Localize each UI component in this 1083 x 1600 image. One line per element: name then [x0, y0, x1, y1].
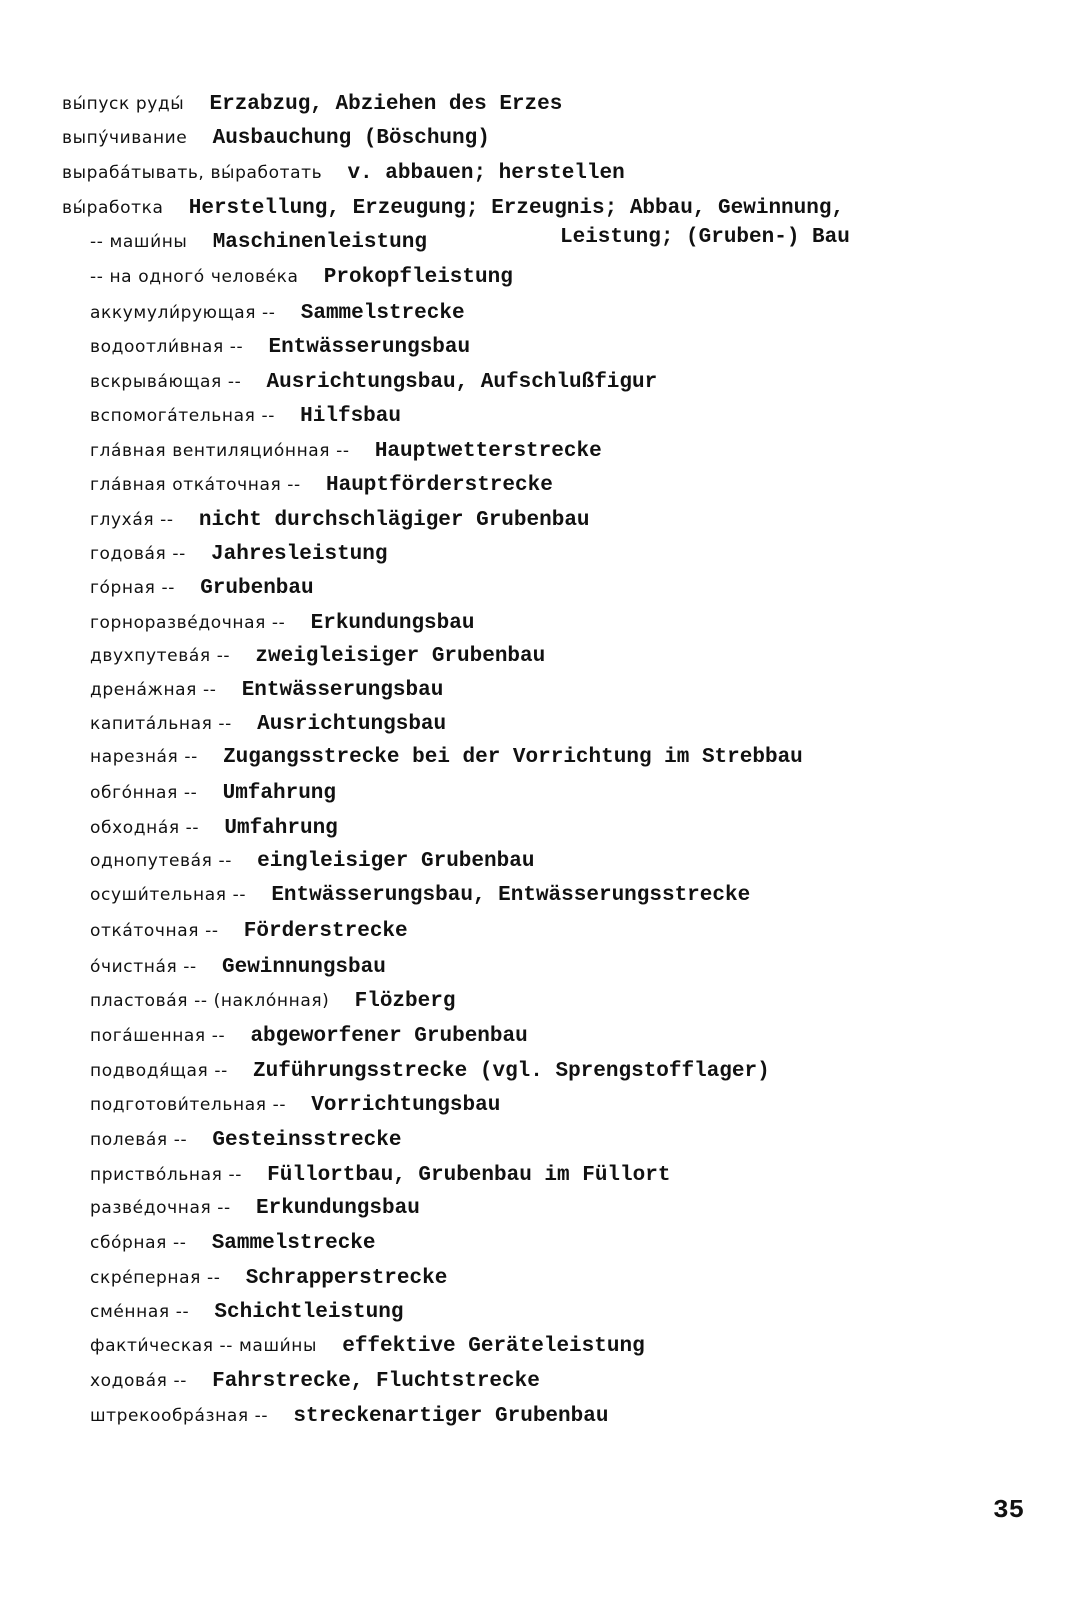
german-translation: Herstellung, Erzeugung; Erzeugnis; Abbau, Gewinnung, — [188, 197, 845, 220]
russian-term: вскрыва́ющая -- — [90, 372, 242, 392]
separator — [275, 405, 300, 428]
german-translation: nicht durchschlägiger Grubenbau — [198, 509, 590, 532]
german-translation: Vorrichtungsbau — [311, 1094, 501, 1117]
german-translation: Erzabzug, Abziehen des Erzes — [209, 93, 563, 116]
russian-term: вспомога́тельная -- — [90, 406, 275, 426]
russian-term: аккумули́рующая -- — [90, 303, 276, 323]
dictionary-entry — [90, 1023, 528, 1049]
separator — [231, 1197, 256, 1220]
russian-term: отка́точная -- — [90, 921, 219, 941]
separator — [242, 1164, 267, 1187]
dictionary-entry — [90, 1058, 770, 1084]
dictionary-entry — [90, 1162, 670, 1188]
dictionary-entry — [90, 1403, 608, 1429]
dictionary-entry — [62, 91, 562, 117]
german-translation: Entwässerungsbau, Entwässerungsstrecke — [271, 884, 751, 907]
russian-term: осуши́тельная -- — [90, 885, 247, 905]
russian-term: пога́шенная -- — [90, 1026, 226, 1046]
russian-term: выпу́чивание — [62, 128, 188, 148]
separator — [301, 474, 326, 497]
russian-term: гла́вная вентиляцио́нная -- — [90, 441, 350, 461]
russian-term: сме́нная -- — [90, 1302, 190, 1322]
german-translation: Gesteinsstrecke — [212, 1129, 402, 1152]
russian-term: разве́дочная -- — [90, 1198, 231, 1218]
dictionary-entry — [90, 882, 750, 908]
separator — [329, 990, 354, 1013]
dictionary-entry — [90, 677, 443, 703]
russian-term: глуха́я -- — [90, 510, 174, 530]
page-number: 35 — [993, 1495, 1025, 1525]
german-translation: Flözberg — [354, 990, 456, 1013]
separator — [268, 1405, 293, 1428]
russian-term: горноразве́дочная -- — [90, 613, 286, 633]
dictionary-entry — [90, 918, 408, 944]
dictionary-entry — [90, 264, 513, 290]
separator — [187, 231, 212, 254]
separator — [230, 645, 255, 668]
dictionary-entry — [90, 334, 470, 360]
separator — [243, 336, 268, 359]
russian-term: го́рная -- — [90, 578, 175, 598]
russian-term: о́чистна́я -- — [90, 957, 197, 977]
dictionary-entry — [90, 438, 602, 464]
russian-term: водоотли́вная -- — [90, 337, 244, 357]
separator — [186, 1232, 211, 1255]
russian-term: подводя́щая -- — [90, 1061, 228, 1081]
russian-term: штрекообра́зная -- — [90, 1406, 269, 1426]
german-translation: Entwässerungsbau — [241, 679, 444, 702]
separator — [175, 577, 200, 600]
dictionary-entry — [90, 1333, 645, 1359]
german-translation: Hilfsbau — [300, 405, 401, 428]
separator — [174, 509, 199, 532]
dictionary-entry — [90, 541, 387, 567]
separator — [299, 266, 324, 289]
dictionary-entry — [90, 300, 465, 326]
russian-term: обходна́я -- — [90, 818, 200, 838]
german-translation: Leistung; (Gruben-) Bau — [560, 226, 850, 249]
russian-term: капита́льная -- — [90, 714, 232, 734]
german-translation: Füllortbau, Grubenbau im Füllort — [267, 1164, 671, 1187]
german-translation: Entwässerungsbau — [268, 336, 471, 359]
separator — [186, 543, 211, 566]
german-translation: Hauptförderstrecke — [325, 474, 553, 497]
russian-term: выраба́тывать, вы́работать — [62, 163, 323, 183]
russian-term: -- на одного́ челове́ка — [90, 267, 299, 287]
german-translation: Ausbauchung (Böschung) — [212, 127, 490, 150]
separator — [197, 956, 222, 979]
german-translation: Gewinnungsbau — [222, 956, 386, 979]
german-translation: Sammelstrecke — [211, 1232, 376, 1255]
separator — [199, 817, 224, 840]
separator — [189, 1301, 214, 1324]
german-translation: streckenartiger Grubenbau — [293, 1405, 609, 1428]
separator — [164, 197, 189, 220]
dictionary-entry — [90, 1368, 540, 1394]
dictionary-entry — [62, 125, 490, 151]
german-translation: v. abbauen; herstellen — [347, 162, 625, 185]
separator — [184, 93, 209, 116]
german-translation: Grubenbau — [200, 577, 314, 600]
separator — [187, 1370, 212, 1393]
separator — [285, 612, 310, 635]
dictionary-entry — [90, 575, 314, 601]
russian-term: подготови́тельная -- — [90, 1095, 287, 1115]
german-translation: Umfahrung — [224, 817, 338, 840]
russian-term: гла́вная отка́точная -- — [90, 475, 301, 495]
russian-term: ходова́я -- — [90, 1371, 187, 1391]
russian-term: скре́перная -- — [90, 1268, 221, 1288]
russian-term: пластова́я -- (накло́нная) — [90, 991, 330, 1011]
german-translation: Schichtleistung — [214, 1301, 404, 1324]
separator — [198, 746, 223, 769]
separator — [317, 1335, 342, 1358]
dictionary-entry — [90, 1299, 403, 1325]
dictionary-entry — [90, 1127, 401, 1153]
dictionary-entry — [560, 225, 850, 251]
separator — [286, 1094, 311, 1117]
german-translation: effektive Geräteleistung — [342, 1335, 645, 1358]
german-translation: Schrapperstrecke — [245, 1267, 448, 1290]
separator — [241, 371, 266, 394]
russian-term: факти́ческая -- маши́ны — [90, 1336, 317, 1356]
dictionary-entry — [90, 988, 455, 1014]
russian-term: двухпутева́я -- — [90, 646, 231, 666]
dictionary-entry — [90, 229, 427, 255]
dictionary-entry — [90, 610, 474, 636]
dictionary-entry — [90, 744, 803, 770]
separator — [197, 782, 222, 805]
dictionary-entry — [90, 472, 553, 498]
separator — [220, 1267, 245, 1290]
russian-term: годова́я -- — [90, 544, 186, 564]
german-translation: Ausrichtungsbau, Aufschlußfigur — [266, 371, 658, 394]
russian-term: вы́работка — [62, 198, 164, 218]
dictionary-entry — [90, 1230, 376, 1256]
russian-term: однопутева́я -- — [90, 851, 232, 871]
german-translation: Förderstrecke — [243, 920, 408, 943]
russian-term: приство́льная -- — [90, 1165, 242, 1185]
russian-term: полева́я -- — [90, 1130, 188, 1150]
separator — [276, 302, 301, 325]
separator — [232, 713, 257, 736]
dictionary-entry — [90, 1265, 447, 1291]
separator — [187, 1129, 212, 1152]
dictionary-entry — [62, 160, 625, 186]
russian-term: нарезна́я -- — [90, 747, 198, 767]
german-translation: abgeworfener Grubenbau — [250, 1025, 528, 1048]
dictionary-entry — [90, 1092, 500, 1118]
separator — [228, 1060, 253, 1083]
separator — [246, 884, 271, 907]
dictionary-entry — [62, 195, 844, 221]
dictionary-entry — [90, 1195, 420, 1221]
dictionary-entry — [90, 643, 545, 669]
german-translation: Maschinenleistung — [212, 231, 427, 254]
german-translation: Sammelstrecke — [300, 302, 465, 325]
german-translation: Zuführungsstrecke (vgl. Sprengstofflager) — [253, 1060, 770, 1083]
german-translation: Jahresleistung — [211, 543, 388, 566]
german-translation: Umfahrung — [222, 782, 337, 805]
separator — [322, 162, 347, 185]
german-translation: Fahrstrecke, Fluchtstrecke — [212, 1370, 540, 1393]
separator — [187, 127, 212, 150]
dictionary-entry — [90, 780, 336, 806]
dictionary-entry — [90, 848, 534, 874]
dictionary-entry — [90, 815, 338, 841]
german-translation: Zugangsstrecke bei der Vorrichtung im Strebbau — [223, 746, 803, 769]
german-translation: zweigleisiger Grubenbau — [255, 645, 546, 668]
russian-term: -- маши́ны — [90, 232, 188, 252]
russian-term: сбо́рная -- — [90, 1233, 187, 1253]
dictionary-entry — [90, 403, 401, 429]
dictionary-entry — [90, 369, 657, 395]
german-translation: Erkundungsbau — [310, 612, 475, 635]
separator — [219, 920, 244, 943]
german-translation: Ausrichtungsbau — [257, 713, 447, 736]
german-translation: Prokopfleistung — [323, 266, 513, 289]
separator — [225, 1025, 250, 1048]
russian-term: дрена́жная -- — [90, 680, 217, 700]
russian-term: вы́пуск руды́ — [62, 94, 185, 114]
separator — [216, 679, 241, 702]
german-translation: Erkundungsbau — [255, 1197, 420, 1220]
separator — [232, 850, 257, 873]
german-translation: Hauptwetterstrecke — [374, 440, 602, 463]
dictionary-entry — [90, 507, 590, 533]
russian-term: обго́нная -- — [90, 783, 198, 803]
separator — [350, 440, 375, 463]
dictionary-entry — [90, 711, 446, 737]
german-translation: eingleisiger Grubenbau — [257, 850, 535, 873]
dictionary-entry — [90, 954, 386, 980]
